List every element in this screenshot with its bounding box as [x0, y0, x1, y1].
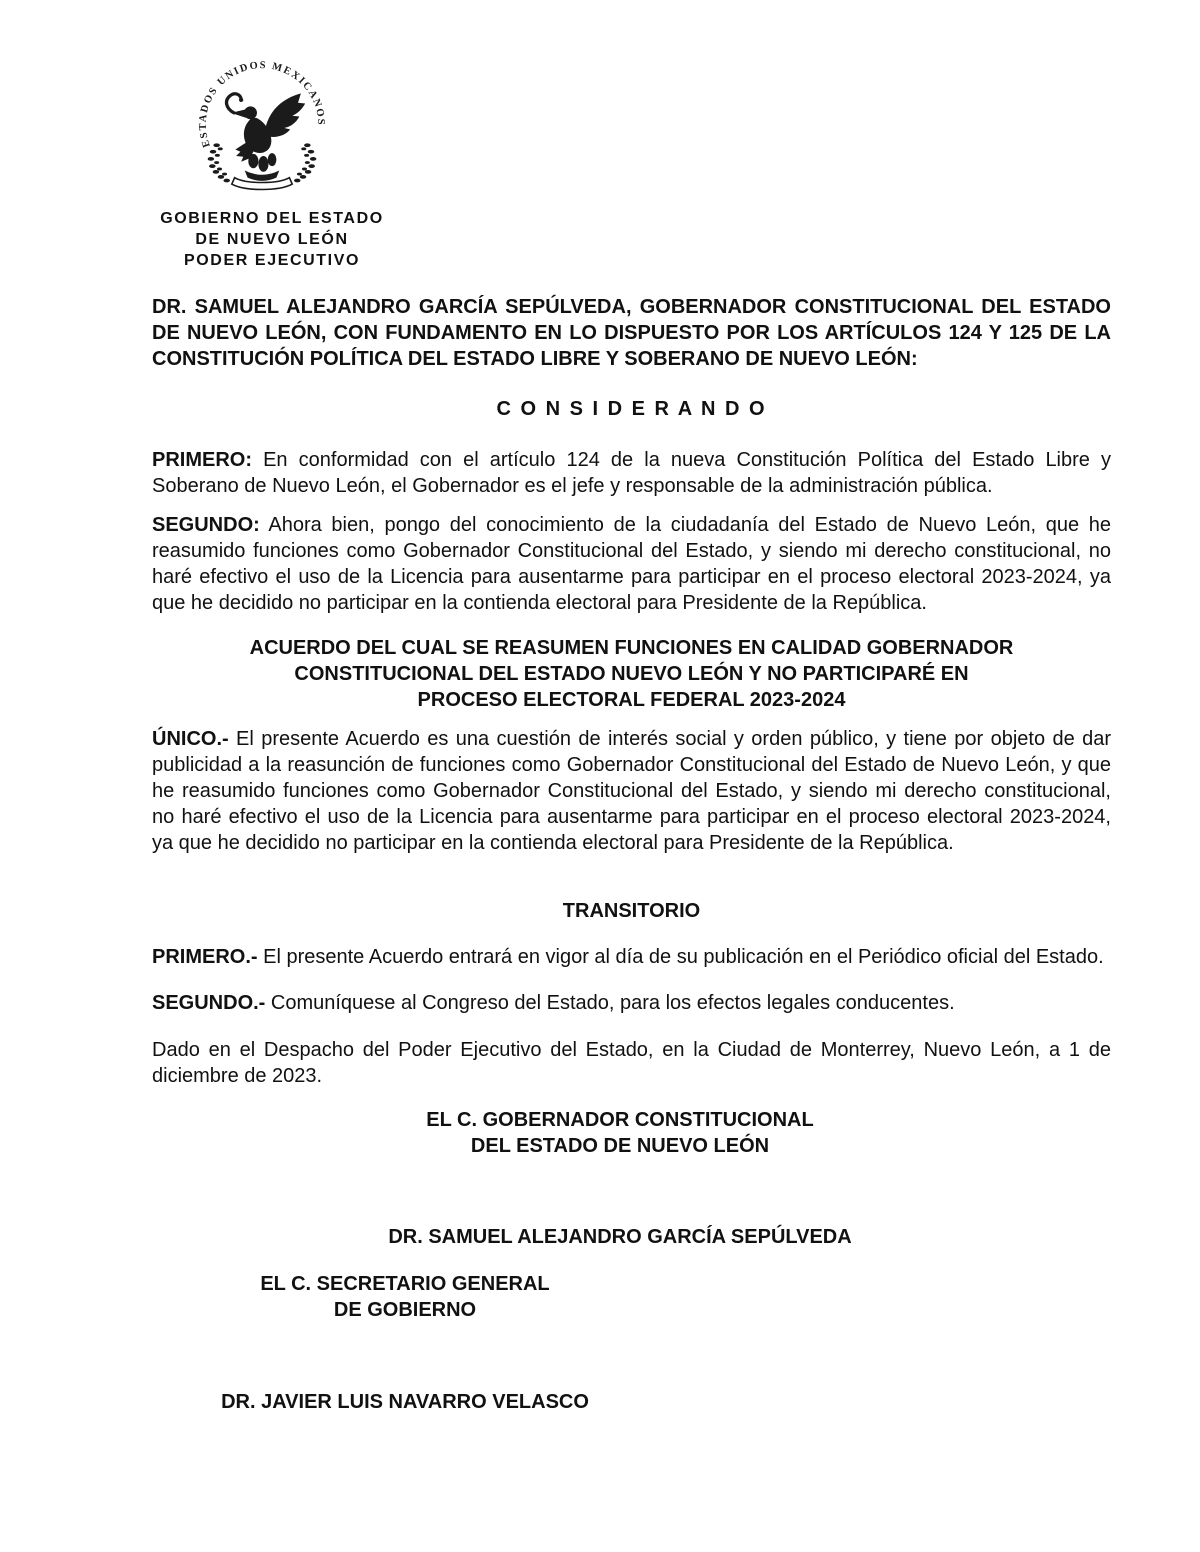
transitorio-segundo-label: SEGUNDO.- [152, 992, 266, 1014]
transitorio-title: TRANSITORIO [562, 900, 701, 922]
mexican-national-seal-icon [190, 60, 334, 206]
governor-title-line-2: DEL ESTADO DE NUEVO LEÓN [470, 1135, 770, 1157]
unico-text: El presente Acuerdo es una cuestión de interés social y orden público, y tiene por objeto de dar publicidad a la reasunción de funciones como Gobernador Constitucional del Estado de Nuevo León, y que he reasumido funciones como Gobernador Constitucional del Estado, y siendo mi derecho constitucional, no haré efectivo el uso de la Licencia para ausentarme para participar en el proceso electoral 2023-2024, ya que he decidido no participar en la contienda electoral para Presidente de la República. [152, 728, 1111, 854]
acuerdo-heading-line-2: CONSTITUCIONAL DEL ESTADO NUEVO LEÓN Y NO PARTICIPARÉ EN [294, 663, 969, 685]
issuance-paragraph: Dado en el Despacho del Poder Ejecutivo del Estado, en la Ciudad de Monterrey, Nuevo León, a 1 de diciembre de 2023. [152, 1039, 1111, 1087]
eagle-figure [227, 93, 306, 180]
primero-text: En conformidad con el artículo 124 de la nueva Constitución Política del Estado Libre y Soberano de Nuevo León, el Gobernador es el jefe y responsable de la administración pública. [152, 449, 1111, 497]
secretary-signature-name: DR. JAVIER LUIS NAVARRO VELASCO [221, 1391, 589, 1413]
unico-label: ÚNICO.- [152, 728, 229, 750]
transitorio-primero-paragraph [152, 944, 1111, 970]
transitorio-segundo-text: Comuníquese al Congreso del Estado, para los efectos legales conducentes. [265, 992, 955, 1014]
segundo-paragraph [152, 512, 1111, 616]
governor-signature-title [152, 1107, 1088, 1159]
governor-signature-name: DR. SAMUEL ALEJANDRO GARCÍA SEPÚLVEDA [388, 1226, 852, 1248]
opening-paragraph: DR. SAMUEL ALEJANDRO GARCÍA SEPÚLVEDA, GOBERNADOR CONSTITUCIONAL DEL ESTADO DE NUEVO LEÓN, CON FUNDAMENTO EN LO DISPUESTO POR LOS ARTÍCULOS 124 Y 125 DE LA CONSTITUCIÓN POLÍTICA DEL ESTADO LIBRE Y SOBERANO DE NUEVO LEÓN: [152, 296, 1111, 370]
segundo-label: SEGUNDO: [152, 514, 260, 536]
transitorio-primero-text: El presente Acuerdo entrará en vigor al día de su publicación en el Periódico oficial del Estado. [257, 946, 1104, 968]
acuerdo-heading-line-3: PROCESO ELECTORAL FEDERAL 2023-2024 [417, 689, 846, 711]
seal-arc-text: ESTADOS UNIDOS MEXICANOS [197, 60, 327, 149]
org-line-3: PODER EJECUTIVO [183, 252, 361, 269]
governor-title-line-1: EL C. GOBERNADOR CONSTITUCIONAL [426, 1109, 814, 1131]
laurel-branch-left-icon [208, 143, 230, 182]
unico-paragraph [152, 726, 1111, 856]
acuerdo-heading [152, 635, 1111, 713]
org-line-1: GOBIERNO DEL ESTADO [160, 210, 384, 227]
acuerdo-heading-line-1: ACUERDO DEL CUAL SE REASUMEN FUNCIONES EN CALIDAD GOBERNADOR [249, 637, 1014, 659]
primero-label: PRIMERO: [152, 449, 252, 471]
secretary-title-line-1: EL C. SECRETARIO GENERAL [260, 1273, 550, 1295]
secretary-signature-title [150, 1271, 660, 1323]
transitorio-primero-label: PRIMERO.- [152, 946, 258, 968]
transitorio-segundo-paragraph [152, 990, 1111, 1016]
secretary-title-line-2: DE GOBIERNO [333, 1299, 477, 1321]
primero-paragraph [152, 447, 1111, 499]
segundo-text: Ahora bien, pongo del conocimiento de la ciudadanía del Estado de Nuevo León, que he reasumido funciones como Gobernador Constitucional del Estado, y siendo mi derecho constitucional, no haré efectivo el uso de la Licencia para ausentarme para participar en el proceso electoral 2023-2024, ya que he decidido no participar en la contienda electoral para Presidente de la República. [152, 514, 1111, 614]
letterhead-org-caption [152, 208, 392, 271]
laurel-branch-right-icon [294, 143, 316, 182]
considerando-title: C O N S I D E R A N D O [496, 398, 767, 420]
org-line-2: DE NUEVO LEÓN [195, 231, 349, 248]
